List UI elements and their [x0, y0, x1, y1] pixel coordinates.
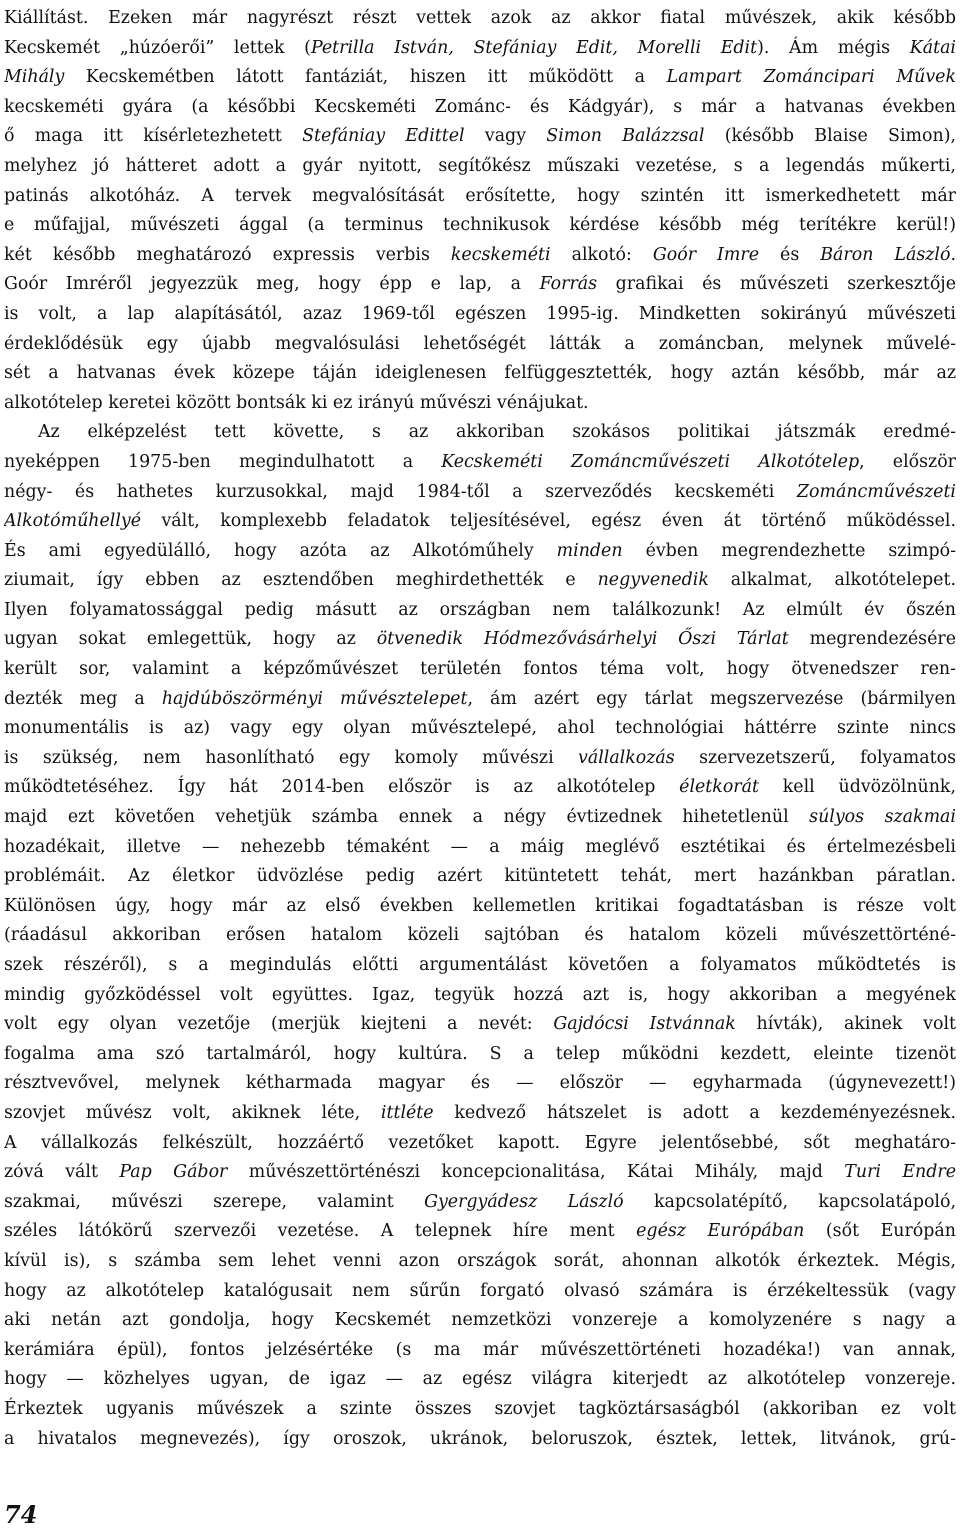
text-line: [4, 1277, 956, 1307]
text-line: [4, 152, 956, 182]
text-segment: évben megrendezhette szimpó-: [622, 540, 956, 561]
text-line: [4, 1129, 956, 1159]
text-segment: melyhez jó hátteret adott a gyár nyitott, segítőkész műszaki vezetése, s a legendás műkerti,: [4, 155, 956, 176]
italic-text: Lampart Zománcipari Művek: [666, 67, 956, 88]
italic-text: Simon Balázzsal: [546, 126, 705, 147]
italic-text: Goór Imre: [652, 244, 760, 265]
italic-text: Forrás: [539, 274, 598, 295]
italic-text: egész Európában: [636, 1221, 805, 1242]
text-line: [4, 596, 956, 626]
italic-text: Petrilla István, Stefániay Edit, Morelli Edit: [310, 37, 758, 58]
text-segment: szek részéről), s a megindulás előtti argumentálást követően a folyamatos működtetés is: [4, 955, 956, 975]
text-line: [4, 122, 956, 152]
text-segment: kell üdvözölnünk,: [758, 777, 956, 798]
text-segment: dezték meg a: [4, 688, 162, 709]
italic-text: Mihály: [4, 67, 65, 88]
text-line: [4, 63, 956, 93]
italic-text: Pap Gábor: [119, 1162, 228, 1183]
text-line: [4, 803, 956, 833]
text-segment: Az elképzelést tett követte, s az akkoriban szokásos politikai játszmák eredmé-: [38, 422, 956, 443]
italic-text: vállalkozás: [578, 747, 675, 768]
text-segment: Kiállítást. Ezeken már nagyrészt részt vettek azok az akkor fiatal művészek, akik később: [4, 8, 956, 28]
text-line: [4, 93, 956, 123]
text-segment: mindig győzködéssel volt együttes. Igaz, tegyük hozzá azt is, hogy akkoriban a megyének: [4, 984, 956, 1005]
italic-text: Stefániay Edittel: [302, 126, 465, 147]
text-line: [4, 1306, 956, 1336]
text-line: [4, 892, 956, 922]
text-segment: ziumait, így ebben az esztendőben meghirdethették e: [4, 570, 598, 591]
text-segment: és: [759, 244, 821, 265]
text-line: [4, 951, 956, 981]
text-line: [4, 1010, 956, 1040]
text-segment: ő maga itt kísérletezhetett: [4, 126, 303, 147]
text-line: [4, 241, 956, 271]
text-line: [4, 1069, 956, 1099]
text-segment: kapcsolatépítő, kapcsolatápoló,: [623, 1191, 956, 1212]
text-segment: Ilyen folyamatossággal pedig másutt az országban nem találkozunk! Az elmúlt év őszén: [4, 599, 956, 620]
text-line: [4, 359, 956, 389]
text-segment: alkotótelep keretei között bontsák ki ez irányú művészi vénájukat.: [4, 392, 589, 413]
italic-text: Gyergyádesz László: [424, 1191, 624, 1212]
text-segment: kedvező hátszelet is adott a kezdeményezésnek.: [433, 1102, 956, 1123]
text-line: [4, 211, 956, 241]
text-segment: művészettörténészi koncepcionalitása, Kátai Mihály, majd: [227, 1162, 845, 1183]
text-line: [4, 300, 956, 330]
text-line: [4, 714, 956, 744]
text-line: [4, 1188, 956, 1218]
text-segment: résztvevővel, melynek kétharmada magyar és — először — egyharmada (úgynevezett!): [4, 1073, 956, 1094]
text-segment: Különösen úgy, hogy már az első években kellemetlen kritikai fogadtatásban is része volt: [4, 895, 956, 916]
text-line: [4, 1040, 956, 1070]
text-segment: Goór Imréről jegyezzük meg, hogy épp e lap, a: [4, 274, 540, 295]
text-segment: került sor, valamint a képzőművészet területén fontos téma volt, hogy ötvenedszer ren-: [4, 659, 956, 680]
text-segment: szakmai, művészi szerepe, valamint: [4, 1191, 425, 1212]
text-segment: a hivatalos megnevezés), így oroszok, ukránok, beloruszok, észtek, lettek, litvánok, grú-: [4, 1428, 956, 1449]
text-segment: Kecskemét „húzóerői” lettek (: [4, 37, 311, 58]
page-number: 74: [4, 1500, 38, 1529]
italic-text: minden: [556, 540, 623, 561]
italic-text: Gajdócsi Istvánnak: [553, 1014, 736, 1035]
italic-text: Kecskeméti Zománcművészeti Alkotótelep: [441, 451, 860, 472]
italic-text: Turi Endre: [844, 1162, 956, 1183]
text-line: [4, 389, 956, 419]
text-segment: zóvá vált: [4, 1162, 120, 1183]
text-segment: szervezetszerű, folyamatos: [674, 747, 956, 768]
text-segment: patinás alkotóház. A tervek megvalósítását erősítette, hogy szintén itt ismerkedhetett már: [4, 185, 956, 206]
text-line: [4, 566, 956, 596]
italic-text: Alkotóműhellyé: [4, 511, 142, 532]
text-segment: kívül is), s számba sem lehet venni azon országok sorát, ahonnan alkotók érkeztek. Mégis,: [4, 1250, 956, 1271]
italic-text: hajdúböszörményi művésztelepet: [161, 688, 468, 709]
text-line: [4, 655, 956, 685]
italic-text: Kátai: [909, 37, 956, 58]
text-segment: .: [950, 244, 956, 265]
text-line: [4, 270, 956, 300]
italic-text: kecskeméti: [450, 244, 551, 265]
text-line: [4, 1395, 956, 1425]
text-line: [4, 1217, 956, 1247]
text-line: [4, 773, 956, 803]
text-line: [4, 1365, 956, 1395]
text-line: [4, 1099, 956, 1129]
text-line: [4, 330, 956, 360]
text-segment: is volt, a lap alapításától, azaz 1969-től egészen 1995-ig. Mindketten sokirányú művészeti: [4, 303, 956, 324]
text-segment: monumentális is az) vagy egy olyan művésztelepé, ahol technológiai háttérre szinte nincs: [4, 718, 956, 739]
text-line: [4, 744, 956, 774]
text-segment: volt egy olyan vezetője (merjük kiejteni a nevét:: [4, 1014, 554, 1035]
text-segment: szovjet művész volt, akiknek léte,: [4, 1102, 381, 1123]
italic-text: életkorát: [679, 777, 759, 798]
text-segment: A vállalkozás felkészült, hozzáértő vezetőket kapott. Egyre jelentősebbé, sőt meghatáro-: [4, 1132, 956, 1153]
text-line: [4, 685, 956, 715]
text-segment: ). Ám mégis: [757, 37, 910, 58]
text-line: [4, 921, 956, 951]
text-segment: És ami egyedülálló, hogy azóta az Alkotóműhely: [4, 540, 557, 561]
text-line: [4, 507, 956, 537]
text-line: [4, 625, 956, 655]
text-segment: széles látókörű szervezői vezetése. A telepnek híre ment: [4, 1221, 637, 1242]
text-segment: fogalma ama szó tartalmáról, hogy kultúra. S a telep működni kezdett, eleinte tizenöt: [4, 1043, 956, 1064]
italic-text: súlyos szakmai: [809, 807, 956, 828]
text-segment: , először: [859, 451, 956, 472]
text-line: [4, 448, 956, 478]
text-segment: sét a hatvanas évek közepe táján ideiglenesen felfüggesztették, hogy aztán később, már az: [4, 363, 956, 384]
italic-text: negyvenedik: [597, 570, 709, 591]
text-segment: is szükség, nem hasonlítható egy komoly művészi: [4, 747, 578, 768]
italic-text: Zománcművészeti: [796, 481, 956, 502]
text-segment: két később meghatározó expressis verbis: [4, 244, 451, 265]
text-segment: (sőt Európán: [804, 1221, 956, 1242]
text-segment: Érkeztek ugyanis művészek a szinte összes szovjet tagköztársaságból (akkoriban ez volt: [4, 1398, 956, 1419]
text-segment: kecskeméti gyára (a későbbi Kecskeméti Zománc- és Kádgyár), s már a hatvanas években: [4, 96, 956, 117]
text-segment: alkalmat, alkotótelepet.: [708, 570, 956, 591]
text-line: [4, 1336, 956, 1366]
text-segment: működtetéséhez. Így hát 2014-ben először is az alkotótelep: [4, 777, 680, 798]
text-line: [4, 981, 956, 1011]
text-segment: (később Blaise Simon),: [704, 126, 956, 147]
text-line: [4, 537, 956, 567]
text-segment: hogy az alkotótelep katalógusait nem sűrűn forgató olvasó számára is érzékeltessük (vagy: [4, 1280, 956, 1301]
text-segment: hogy — közhelyes ugyan, de igaz — az egész világra kiterjedt az alkotótelep vonzereje.: [4, 1369, 956, 1390]
text-line: [4, 1425, 956, 1455]
text-segment: e műfajjal, művészeti ággal (a terminus technikusok kérdése később még terítékre kerül!): [4, 215, 956, 236]
text-segment: Kecskemétben látott fantáziát, hiszen itt működött a: [64, 67, 667, 88]
text-line: [4, 1247, 956, 1277]
text-segment: nyeképpen 1975-ben megindulhatott a: [4, 451, 442, 472]
text-segment: hívták), akinek volt: [735, 1014, 956, 1035]
article-body: [4, 4, 956, 1454]
text-segment: négy- és hathetes kurzusokkal, majd 1984-től a szerveződés kecskeméti: [4, 481, 797, 502]
text-segment: kerámiára épül), fontos jelzésértéke (s ma már művészettörténeti hozadéka!) van annak,: [4, 1339, 956, 1360]
text-line: [4, 4, 956, 34]
text-segment: , ám azért egy tárlat megszervezése (bármilyen: [467, 688, 956, 709]
text-segment: érdeklődésük egy újabb megvalósulási lehetőségét látták a zománcban, melynek művelé-: [4, 333, 956, 354]
text-line: [4, 478, 956, 508]
text-line: [4, 862, 956, 892]
text-segment: majd ezt követően vehetjük számba ennek a négy évtizednek hihetetlenül: [4, 807, 810, 828]
italic-text: Báron László: [820, 244, 951, 265]
text-segment: ugyan sokat emlegettük, hogy az: [4, 629, 377, 650]
text-segment: vált, komplexebb feladatok teljesítésével, egész éven át történő működéssel.: [141, 511, 956, 532]
italic-text: ötvenedik Hódmezővásárhelyi Őszi Tárlat: [376, 629, 789, 650]
text-segment: alkotó:: [550, 244, 653, 265]
text-line: [4, 182, 956, 212]
italic-text: ittléte: [380, 1102, 434, 1123]
text-segment: aki netán azt gondolja, hogy Kecskemét nemzetközi vonzereje a komolyzenére s nagy a: [4, 1310, 956, 1331]
text-segment: grafikai és művészeti szerkesztője: [597, 274, 956, 295]
text-line: [4, 1158, 956, 1188]
text-segment: (ráadásul akkoriban erősen hatalom közeli sajtóban és hatalom közeli művészettörténé-: [4, 925, 956, 946]
text-segment: vagy: [464, 126, 547, 147]
text-segment: megrendezésére: [788, 629, 956, 650]
text-segment: problémáit. Az életkor üdvözlése pedig azért kitüntetett tehát, mert hazánkban páratlan.: [4, 866, 956, 887]
text-line: [4, 833, 956, 863]
text-line: [4, 418, 956, 448]
text-segment: hozadékait, illetve — nehezebb témaként — a máig meglévő esztétikai és értelmezésbeli: [4, 836, 956, 857]
text-line: [4, 34, 956, 64]
